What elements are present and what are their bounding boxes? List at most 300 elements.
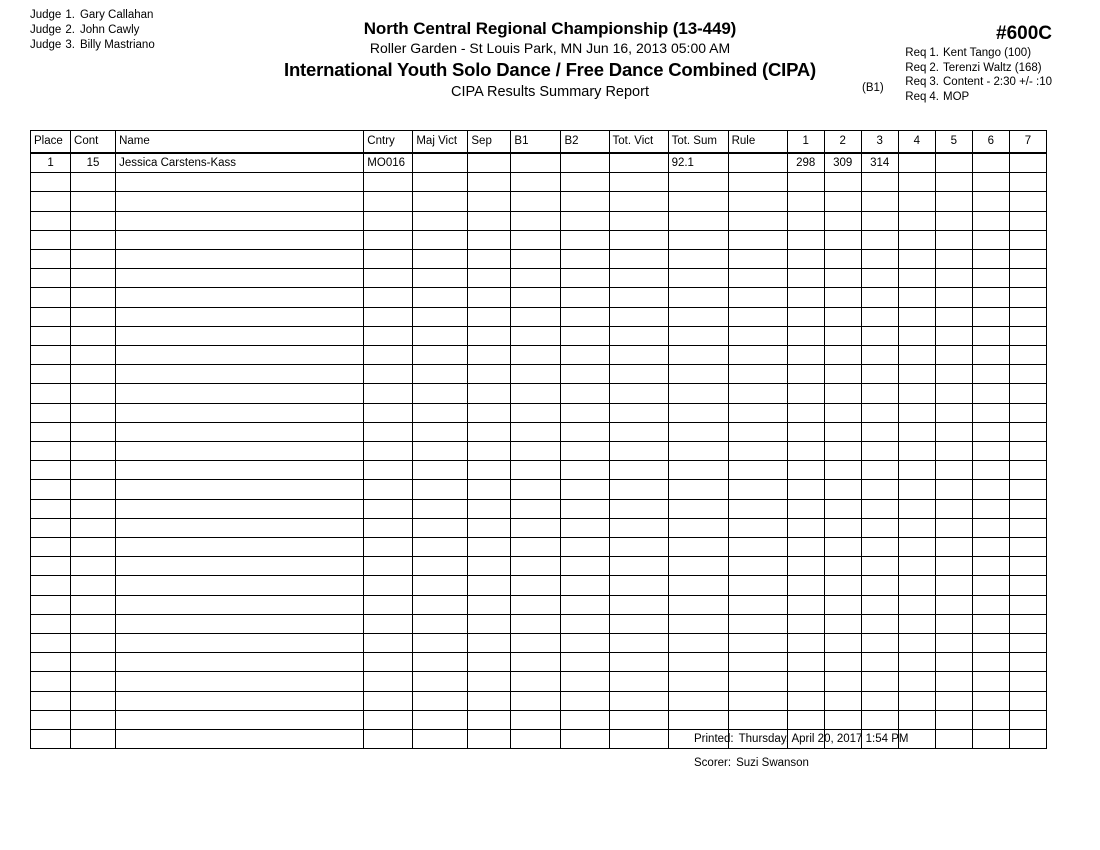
requirement-text: MOP bbox=[943, 90, 970, 103]
column-header-j3: 3 bbox=[861, 131, 898, 154]
cell-rule bbox=[728, 211, 787, 230]
cell-maj_vict bbox=[413, 403, 468, 422]
cell-maj_vict bbox=[413, 230, 468, 249]
cell-cont bbox=[71, 288, 116, 307]
cell-j4 bbox=[898, 634, 935, 653]
cell-rule bbox=[728, 384, 787, 403]
cell-b2 bbox=[561, 499, 609, 518]
cell-b1 bbox=[511, 250, 561, 269]
cell-tot_vict bbox=[609, 211, 668, 230]
cell-b1 bbox=[511, 326, 561, 345]
cell-cont: 15 bbox=[71, 153, 116, 173]
cell-tot_sum bbox=[668, 250, 728, 269]
cell-j4 bbox=[898, 173, 935, 192]
cell-tot_vict bbox=[609, 480, 668, 499]
cell-name bbox=[116, 730, 364, 749]
cell-maj_vict bbox=[413, 691, 468, 710]
cell-name bbox=[116, 422, 364, 441]
cell-j4 bbox=[898, 288, 935, 307]
cell-j7 bbox=[1009, 461, 1046, 480]
cell-cntry bbox=[364, 269, 413, 288]
cell-place bbox=[31, 403, 71, 422]
cell-tot_sum bbox=[668, 442, 728, 461]
cell-b2 bbox=[561, 710, 609, 729]
cell-j2 bbox=[824, 672, 861, 691]
cell-j2 bbox=[824, 518, 861, 537]
cell-j4 bbox=[898, 403, 935, 422]
table-row-empty bbox=[31, 384, 1047, 403]
cell-b1 bbox=[511, 576, 561, 595]
cell-rule bbox=[728, 442, 787, 461]
cell-sep bbox=[468, 710, 511, 729]
cell-j7 bbox=[1009, 346, 1046, 365]
cell-b1 bbox=[511, 538, 561, 557]
cell-tot_sum bbox=[668, 288, 728, 307]
cell-j2 bbox=[824, 499, 861, 518]
cell-place bbox=[31, 672, 71, 691]
cell-j6 bbox=[972, 384, 1009, 403]
cell-name bbox=[116, 192, 364, 211]
cell-j6 bbox=[972, 518, 1009, 537]
cell-maj_vict bbox=[413, 730, 468, 749]
judge-number: 1. bbox=[65, 9, 75, 21]
cell-j2 bbox=[824, 634, 861, 653]
table-row-empty bbox=[31, 365, 1047, 384]
cell-sep bbox=[468, 211, 511, 230]
cell-j1 bbox=[787, 365, 824, 384]
cell-j1 bbox=[787, 211, 824, 230]
cell-tot_sum bbox=[668, 192, 728, 211]
cell-maj_vict bbox=[413, 173, 468, 192]
cell-maj_vict bbox=[413, 307, 468, 326]
cell-j2 bbox=[824, 576, 861, 595]
cell-b1 bbox=[511, 653, 561, 672]
cell-rule bbox=[728, 326, 787, 345]
cell-b2 bbox=[561, 365, 609, 384]
cell-j6 bbox=[972, 153, 1009, 173]
cell-b1 bbox=[511, 518, 561, 537]
cell-b2 bbox=[561, 480, 609, 499]
cell-cntry bbox=[364, 480, 413, 499]
cell-b2 bbox=[561, 173, 609, 192]
cell-j1 bbox=[787, 518, 824, 537]
cell-b1 bbox=[511, 710, 561, 729]
table-row-empty bbox=[31, 691, 1047, 710]
cell-place bbox=[31, 346, 71, 365]
cell-cont bbox=[71, 672, 116, 691]
table-row-empty bbox=[31, 307, 1047, 326]
cell-cont bbox=[71, 691, 116, 710]
cell-place bbox=[31, 614, 71, 633]
cell-maj_vict bbox=[413, 595, 468, 614]
cell-tot_vict bbox=[609, 384, 668, 403]
cell-rule bbox=[728, 422, 787, 441]
cell-tot_vict bbox=[609, 672, 668, 691]
scorer-line bbox=[694, 751, 908, 775]
cell-rule bbox=[728, 461, 787, 480]
cell-j4 bbox=[898, 422, 935, 441]
cell-tot_vict bbox=[609, 346, 668, 365]
table-row-empty bbox=[31, 192, 1047, 211]
cell-j1 bbox=[787, 499, 824, 518]
cell-cont bbox=[71, 211, 116, 230]
column-header-j4: 4 bbox=[898, 131, 935, 154]
cell-j6 bbox=[972, 672, 1009, 691]
cell-j6 bbox=[972, 307, 1009, 326]
table-row-empty bbox=[31, 422, 1047, 441]
cell-maj_vict bbox=[413, 634, 468, 653]
cell-j1 bbox=[787, 403, 824, 422]
cell-place bbox=[31, 576, 71, 595]
cell-sep bbox=[468, 614, 511, 633]
table-row-empty bbox=[31, 173, 1047, 192]
cell-j7 bbox=[1009, 211, 1046, 230]
cell-cont bbox=[71, 461, 116, 480]
column-header-tot_sum: Tot. Sum bbox=[668, 131, 728, 154]
cell-cntry bbox=[364, 595, 413, 614]
cell-tot_vict bbox=[609, 153, 668, 173]
cell-name bbox=[116, 442, 364, 461]
cell-sep bbox=[468, 269, 511, 288]
cell-b2 bbox=[561, 730, 609, 749]
table-row-empty bbox=[31, 538, 1047, 557]
cell-b2 bbox=[561, 422, 609, 441]
cell-j3 bbox=[861, 691, 898, 710]
cell-j2 bbox=[824, 269, 861, 288]
cell-j1 bbox=[787, 461, 824, 480]
cell-place bbox=[31, 269, 71, 288]
cell-j5 bbox=[935, 480, 972, 499]
cell-rule bbox=[728, 346, 787, 365]
cell-cont bbox=[71, 538, 116, 557]
table-row-empty bbox=[31, 480, 1047, 499]
table-row-empty bbox=[31, 269, 1047, 288]
column-header-j2: 2 bbox=[824, 131, 861, 154]
cell-b1 bbox=[511, 269, 561, 288]
table-row-empty bbox=[31, 461, 1047, 480]
cell-name bbox=[116, 557, 364, 576]
cell-maj_vict bbox=[413, 346, 468, 365]
cell-cntry bbox=[364, 326, 413, 345]
cell-b2 bbox=[561, 211, 609, 230]
cell-j3 bbox=[861, 614, 898, 633]
cell-j1 bbox=[787, 442, 824, 461]
cell-b1 bbox=[511, 480, 561, 499]
cell-cont bbox=[71, 192, 116, 211]
cell-b1 bbox=[511, 365, 561, 384]
cell-j3 bbox=[861, 634, 898, 653]
cell-tot_vict bbox=[609, 365, 668, 384]
cell-tot_sum bbox=[668, 518, 728, 537]
table-row-empty bbox=[31, 230, 1047, 249]
cell-j1 bbox=[787, 192, 824, 211]
cell-j7 bbox=[1009, 595, 1046, 614]
judge-word: Judge bbox=[30, 24, 62, 36]
cell-j6 bbox=[972, 595, 1009, 614]
cell-tot_vict bbox=[609, 614, 668, 633]
cell-cntry bbox=[364, 192, 413, 211]
cell-name bbox=[116, 365, 364, 384]
table-row-empty bbox=[31, 326, 1047, 345]
cell-b2 bbox=[561, 192, 609, 211]
cell-b2 bbox=[561, 634, 609, 653]
cell-rule bbox=[728, 480, 787, 499]
cell-tot_sum bbox=[668, 384, 728, 403]
cell-cntry bbox=[364, 230, 413, 249]
cell-j2 bbox=[824, 461, 861, 480]
cell-name bbox=[116, 499, 364, 518]
cell-j1 bbox=[787, 634, 824, 653]
cell-j7 bbox=[1009, 557, 1046, 576]
cell-j2 bbox=[824, 307, 861, 326]
judge-entry bbox=[30, 38, 155, 53]
cell-tot_vict bbox=[609, 461, 668, 480]
cell-j4 bbox=[898, 557, 935, 576]
column-header-sep: Sep bbox=[468, 131, 511, 154]
cell-b1 bbox=[511, 730, 561, 749]
cell-j4 bbox=[898, 653, 935, 672]
cell-b1 bbox=[511, 288, 561, 307]
cell-j3 bbox=[861, 557, 898, 576]
cell-j6 bbox=[972, 346, 1009, 365]
cell-j4 bbox=[898, 461, 935, 480]
cell-cntry bbox=[364, 691, 413, 710]
cell-place bbox=[31, 691, 71, 710]
cell-j6 bbox=[972, 557, 1009, 576]
table-row-empty bbox=[31, 288, 1047, 307]
cell-j7 bbox=[1009, 403, 1046, 422]
cell-j6 bbox=[972, 192, 1009, 211]
scorer-label: Scorer: bbox=[694, 757, 732, 769]
requirement-label: Req bbox=[905, 61, 927, 74]
requirement-text: Content - 2:30 +/- :10 bbox=[943, 76, 1052, 88]
cell-sep bbox=[468, 480, 511, 499]
cell-place bbox=[31, 710, 71, 729]
cell-sep bbox=[468, 518, 511, 537]
cell-j5 bbox=[935, 518, 972, 537]
cell-j4 bbox=[898, 499, 935, 518]
cell-cont bbox=[71, 346, 116, 365]
table-header-row-group bbox=[31, 131, 1047, 154]
cell-rule bbox=[728, 288, 787, 307]
cell-place bbox=[31, 173, 71, 192]
cell-j4 bbox=[898, 153, 935, 173]
cell-j7 bbox=[1009, 173, 1046, 192]
table-body bbox=[31, 153, 1047, 749]
cell-cntry bbox=[364, 442, 413, 461]
cell-j3 bbox=[861, 576, 898, 595]
cell-sep bbox=[468, 634, 511, 653]
cell-b2 bbox=[561, 614, 609, 633]
cell-tot_sum bbox=[668, 307, 728, 326]
cell-tot_sum bbox=[668, 499, 728, 518]
cell-place bbox=[31, 595, 71, 614]
cell-maj_vict bbox=[413, 153, 468, 173]
requirement-entry bbox=[905, 90, 1052, 105]
cell-tot_vict bbox=[609, 422, 668, 441]
cell-name bbox=[116, 403, 364, 422]
cell-j6 bbox=[972, 614, 1009, 633]
report-subtitle: CIPA Results Summary Report bbox=[451, 84, 649, 100]
cell-tot_sum bbox=[668, 653, 728, 672]
cell-tot_sum bbox=[668, 614, 728, 633]
cell-maj_vict bbox=[413, 518, 468, 537]
cell-maj_vict bbox=[413, 269, 468, 288]
cell-b2 bbox=[561, 557, 609, 576]
cell-cntry bbox=[364, 307, 413, 326]
cell-j4 bbox=[898, 672, 935, 691]
cell-sep bbox=[468, 326, 511, 345]
cell-rule bbox=[728, 173, 787, 192]
cell-j3 bbox=[861, 653, 898, 672]
cell-j5 bbox=[935, 595, 972, 614]
cell-cont bbox=[71, 326, 116, 345]
cell-rule bbox=[728, 250, 787, 269]
cell-name bbox=[116, 288, 364, 307]
cell-maj_vict bbox=[413, 557, 468, 576]
cell-j7 bbox=[1009, 730, 1046, 749]
cell-maj_vict bbox=[413, 211, 468, 230]
cell-j5 bbox=[935, 153, 972, 173]
cell-j7 bbox=[1009, 691, 1046, 710]
cell-b2 bbox=[561, 653, 609, 672]
cell-j1 bbox=[787, 269, 824, 288]
cell-rule bbox=[728, 672, 787, 691]
cell-tot_sum bbox=[668, 230, 728, 249]
cell-j1 bbox=[787, 288, 824, 307]
cell-cont bbox=[71, 173, 116, 192]
cell-cntry bbox=[364, 461, 413, 480]
cell-j2 bbox=[824, 250, 861, 269]
cell-cont bbox=[71, 499, 116, 518]
cell-j3 bbox=[861, 192, 898, 211]
requirement-label: Req bbox=[905, 76, 927, 88]
cell-j5 bbox=[935, 634, 972, 653]
cell-j4 bbox=[898, 691, 935, 710]
cell-j3 bbox=[861, 595, 898, 614]
cell-cntry bbox=[364, 614, 413, 633]
cell-j4 bbox=[898, 192, 935, 211]
cell-maj_vict bbox=[413, 192, 468, 211]
cell-j3 bbox=[861, 403, 898, 422]
cell-sep bbox=[468, 595, 511, 614]
column-header-j6: 6 bbox=[972, 131, 1009, 154]
cell-b1 bbox=[511, 672, 561, 691]
cell-j6 bbox=[972, 211, 1009, 230]
cell-j4 bbox=[898, 442, 935, 461]
cell-j3 bbox=[861, 538, 898, 557]
cell-j3 bbox=[861, 288, 898, 307]
cell-j7 bbox=[1009, 634, 1046, 653]
cell-cntry bbox=[364, 288, 413, 307]
cell-j2 bbox=[824, 211, 861, 230]
cell-j7 bbox=[1009, 153, 1046, 173]
cell-rule bbox=[728, 365, 787, 384]
cell-rule bbox=[728, 518, 787, 537]
cell-j5 bbox=[935, 403, 972, 422]
cell-sep bbox=[468, 365, 511, 384]
table-row-empty bbox=[31, 211, 1047, 230]
cell-cont bbox=[71, 442, 116, 461]
cell-j1 bbox=[787, 422, 824, 441]
cell-tot_sum bbox=[668, 173, 728, 192]
cell-tot_sum bbox=[668, 211, 728, 230]
cell-sep bbox=[468, 250, 511, 269]
table-row-empty bbox=[31, 634, 1047, 653]
cell-j5 bbox=[935, 173, 972, 192]
cell-j6 bbox=[972, 480, 1009, 499]
judge-name: John Cawly bbox=[79, 24, 140, 36]
cell-place bbox=[31, 634, 71, 653]
cell-j5 bbox=[935, 422, 972, 441]
cell-j1 bbox=[787, 576, 824, 595]
cell-j4 bbox=[898, 250, 935, 269]
judge-entry bbox=[30, 23, 155, 38]
cell-j7 bbox=[1009, 710, 1046, 729]
cell-j3 bbox=[861, 346, 898, 365]
table-row-empty bbox=[31, 250, 1047, 269]
cell-name bbox=[116, 518, 364, 537]
cell-maj_vict bbox=[413, 461, 468, 480]
cell-j4 bbox=[898, 614, 935, 633]
cell-tot_sum bbox=[668, 672, 728, 691]
cell-j7 bbox=[1009, 576, 1046, 595]
cell-tot_sum bbox=[668, 691, 728, 710]
cell-cntry bbox=[364, 653, 413, 672]
cell-j4 bbox=[898, 211, 935, 230]
cell-j1 bbox=[787, 326, 824, 345]
cell-place bbox=[31, 538, 71, 557]
cell-j5 bbox=[935, 307, 972, 326]
cell-name bbox=[116, 576, 364, 595]
cell-j7 bbox=[1009, 269, 1046, 288]
cell-j7 bbox=[1009, 230, 1046, 249]
table-row-empty bbox=[31, 595, 1047, 614]
cell-sep bbox=[468, 499, 511, 518]
cell-sep bbox=[468, 653, 511, 672]
cell-j3 bbox=[861, 480, 898, 499]
heat-number: #600C bbox=[996, 23, 1052, 44]
cell-place bbox=[31, 518, 71, 537]
cell-rule bbox=[728, 653, 787, 672]
cell-sep bbox=[468, 384, 511, 403]
table-row-empty bbox=[31, 614, 1047, 633]
cell-cont bbox=[71, 403, 116, 422]
cell-b1 bbox=[511, 634, 561, 653]
cell-cont bbox=[71, 653, 116, 672]
cell-j5 bbox=[935, 461, 972, 480]
cell-j6 bbox=[972, 461, 1009, 480]
requirement-text: Kent Tango (100) bbox=[943, 47, 1032, 59]
cell-j2 bbox=[824, 326, 861, 345]
cell-j7 bbox=[1009, 422, 1046, 441]
table-row bbox=[31, 153, 1047, 173]
cell-b1 bbox=[511, 557, 561, 576]
cell-name bbox=[116, 307, 364, 326]
requirement-entry bbox=[905, 75, 1052, 90]
cell-place: 1 bbox=[31, 153, 71, 173]
cell-rule bbox=[728, 634, 787, 653]
cell-tot_vict bbox=[609, 403, 668, 422]
cell-sep bbox=[468, 173, 511, 192]
cell-tot_vict bbox=[609, 192, 668, 211]
column-header-place: Place bbox=[31, 131, 71, 154]
cell-b2 bbox=[561, 230, 609, 249]
cell-place bbox=[31, 326, 71, 345]
cell-j6 bbox=[972, 326, 1009, 345]
judge-name: Billy Mastriano bbox=[79, 39, 155, 51]
cell-sep bbox=[468, 461, 511, 480]
